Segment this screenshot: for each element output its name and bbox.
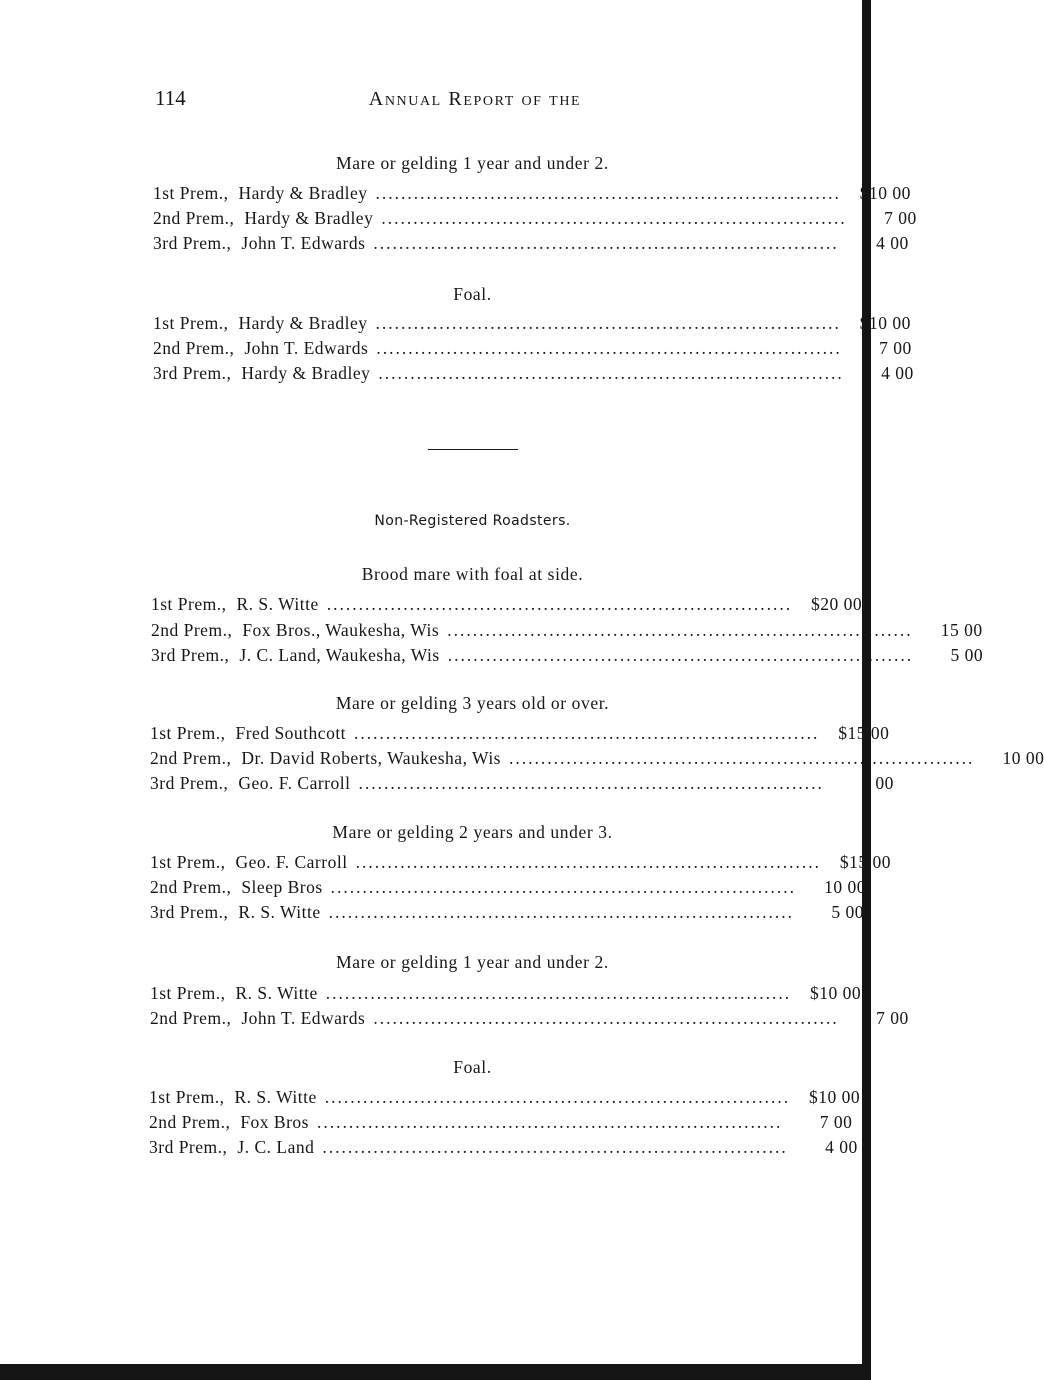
- premium-row: [153, 208, 917, 229]
- exhibitor-name: R. S. Witte: [236, 594, 319, 614]
- exhibitor-name: R. S. Witte: [234, 1087, 317, 1107]
- page-header: [150, 86, 800, 118]
- premium-amount: 7 00: [879, 338, 912, 358]
- exhibitor-name: Hardy & Bradley: [241, 363, 371, 383]
- premium-row: [153, 363, 914, 384]
- premium-row: [151, 594, 863, 615]
- premium-row: [153, 313, 911, 334]
- premium-amount: 5 00: [950, 645, 984, 665]
- premium-amount: 7 00: [884, 208, 917, 228]
- premium-amount: $10 00: [859, 313, 911, 333]
- premium-place: 1st Prem.,: [153, 313, 229, 333]
- premium-amount: 15 00: [940, 620, 983, 640]
- premium-place: 2nd Prem.,: [150, 877, 232, 897]
- dot-leader: .........................................................................: [322, 1137, 788, 1157]
- exhibitor-name: J. C. Land: [237, 1137, 315, 1157]
- exhibitor-name: R. S. Witte: [235, 983, 318, 1003]
- premium-row: [151, 620, 983, 641]
- premium-place: 1st Prem.,: [153, 183, 229, 203]
- premium-row: [153, 338, 912, 359]
- premium-amount: 5 00: [861, 773, 894, 793]
- exhibitor-name: John T. Edwards: [241, 1008, 366, 1028]
- dot-leader: .........................................................................: [355, 852, 821, 872]
- dot-leader: .........................................................................: [325, 983, 792, 1003]
- exhibitor-name: Fred Southcott: [235, 723, 347, 743]
- dot-leader: .........................................................................: [376, 338, 842, 358]
- section-divider: [428, 449, 518, 450]
- dot-leader: .........................................................................: [330, 877, 797, 897]
- dot-leader: .........................................................................: [375, 313, 841, 333]
- premium-place: 2nd Prem.,: [153, 208, 235, 228]
- class-heading: Foal.: [453, 284, 492, 304]
- dot-leader: .........................................................................: [328, 902, 795, 922]
- premium-place: 1st Prem.,: [150, 723, 226, 743]
- class-heading: Mare or gelding 2 years and under 3.: [332, 822, 613, 842]
- premium-amount: 10 00: [1002, 748, 1044, 768]
- premium-row: [153, 183, 911, 204]
- dot-leader: .........................................................................: [324, 1087, 791, 1107]
- exhibitor-name: R. S. Witte: [238, 902, 321, 922]
- premium-amount: $10 00: [809, 1087, 861, 1107]
- premium-row: [150, 877, 867, 898]
- class-heading: Mare or gelding 3 years old or over.: [335, 693, 610, 713]
- premium-place: 3rd Prem.,: [151, 645, 230, 665]
- premium-row: [150, 1008, 909, 1029]
- premium-amount: $15 00: [838, 723, 890, 743]
- premium-amount: 10 00: [824, 877, 867, 897]
- premium-amount: $10 00: [810, 983, 862, 1003]
- exhibitor-name: Geo. F. Carroll: [238, 773, 351, 793]
- premium-row: [151, 645, 984, 666]
- class-heading: Foal.: [453, 1057, 492, 1077]
- scan-edge-right: [862, 0, 871, 1380]
- dot-leader: .........................................................................: [373, 1008, 839, 1028]
- premium-amount: 4 00: [825, 1137, 858, 1157]
- premium-row: [150, 748, 1044, 769]
- dot-leader: .........................................................................: [373, 233, 839, 253]
- premium-amount: 7 00: [876, 1008, 909, 1028]
- premium-row: [150, 852, 891, 873]
- exhibitor-name: Geo. F. Carroll: [235, 852, 348, 872]
- premium-place: 2nd Prem.,: [150, 748, 232, 768]
- dot-leader: .........................................................................: [317, 1112, 783, 1132]
- exhibitor-name: J. C. Land, Waukesha, Wis: [239, 645, 440, 665]
- exhibitor-name: Hardy & Bradley: [238, 313, 368, 333]
- premium-place: 2nd Prem.,: [151, 620, 233, 640]
- exhibitor-name: Hardy & Bradley: [244, 208, 374, 228]
- premium-place: 2nd Prem.,: [153, 338, 235, 358]
- premium-amount: $20 00: [811, 594, 863, 614]
- premium-amount: 4 00: [881, 363, 914, 383]
- class-heading: Mare or gelding 1 year and under 2.: [336, 952, 609, 972]
- premium-row: [149, 1137, 858, 1158]
- premium-row: [150, 773, 894, 794]
- premium-place: 1st Prem.,: [149, 1087, 225, 1107]
- class-heading: Mare or gelding 1 year and under 2.: [336, 153, 609, 173]
- premium-amount: 7 00: [819, 1112, 853, 1132]
- exhibitor-name: Fox Bros: [240, 1112, 309, 1132]
- premium-place: 3rd Prem.,: [153, 233, 232, 253]
- premium-place: 3rd Prem.,: [153, 363, 232, 383]
- dot-leader: .........................................................................: [378, 363, 844, 383]
- premium-row: [150, 983, 862, 1004]
- page-number: 114: [155, 86, 186, 110]
- exhibitor-name: John T. Edwards: [244, 338, 369, 358]
- premium-place: 3rd Prem.,: [149, 1137, 228, 1157]
- dot-leader: .........................................................................: [354, 723, 820, 743]
- dot-leader: .........................................................................: [326, 594, 793, 614]
- premium-place: 1st Prem.,: [150, 983, 226, 1003]
- premium-amount: $10 00: [859, 183, 911, 203]
- class-heading: Brood mare with foal at side.: [361, 564, 584, 584]
- running-title: Annual Report of the: [368, 88, 582, 110]
- dot-leader: .........................................................................: [381, 208, 847, 228]
- premium-place: 3rd Prem.,: [150, 902, 229, 922]
- dot-leader: .........................................................................: [375, 183, 841, 203]
- premium-place: 2nd Prem.,: [150, 1008, 232, 1028]
- premium-amount: 4 00: [876, 233, 909, 253]
- premium-amount: $15 00: [839, 852, 891, 872]
- dot-leader: .........................................................................: [447, 620, 913, 640]
- premium-row: [150, 723, 890, 744]
- dot-leader: .........................................................................: [358, 773, 824, 793]
- dot-leader: .........................................................................: [509, 748, 975, 768]
- premium-amount: 5 00: [831, 902, 865, 922]
- premium-place: 3rd Prem.,: [150, 773, 229, 793]
- exhibitor-name: Dr. David Roberts, Waukesha, Wis: [241, 748, 501, 768]
- premium-place: 1st Prem.,: [150, 852, 226, 872]
- dot-leader: .........................................................................: [447, 645, 914, 665]
- premium-row: [149, 1112, 853, 1133]
- exhibitor-name: John T. Edwards: [241, 233, 366, 253]
- exhibitor-name: Hardy & Bradley: [238, 183, 368, 203]
- exhibitor-name: Fox Bros., Waukesha, Wis: [242, 620, 440, 640]
- premium-place: 1st Prem.,: [151, 594, 227, 614]
- section-title: Non-Registered Roadsters.: [374, 513, 571, 529]
- exhibitor-name: Sleep Bros: [241, 877, 323, 897]
- premium-row: [153, 233, 909, 254]
- scan-edge-bottom: [0, 1364, 871, 1380]
- premium-place: 2nd Prem.,: [149, 1112, 231, 1132]
- premium-row: [149, 1087, 861, 1108]
- premium-row: [150, 902, 865, 923]
